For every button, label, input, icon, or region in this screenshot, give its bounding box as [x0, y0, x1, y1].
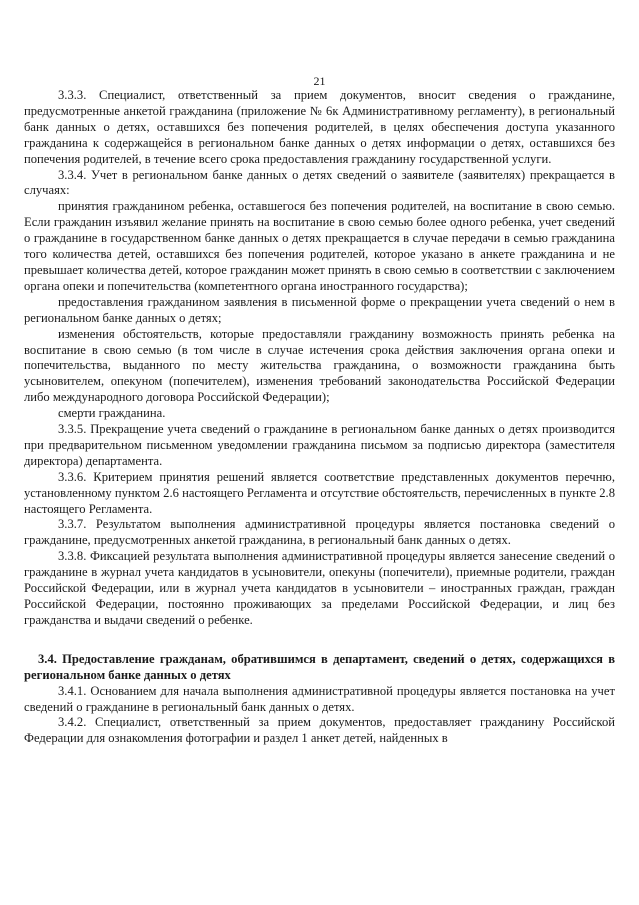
paragraph-3-4-2: 3.4.2. Специалист, ответственный за прием документов, предоставляет гражданину Российской Федерации для ознакомления фотографии и раздел 1 анкет детей, найденных в — [24, 715, 615, 746]
paragraph-case-death: смерти гражданина. — [58, 406, 166, 421]
paragraph-3-3-6: 3.3.6. Критерием принятия решений является соответствие представленных документов перечню, установленному пунктом 2.6 настоящего Регламента и отсутствие обстоятельств, перечисленных в пункте 2.8 настоящего Регламента. — [24, 469, 615, 516]
paragraph-case-application: предоставления гражданином заявления в письменной форме о прекращении учета сведений о нем в региональном банке данных о детях; — [24, 294, 615, 325]
paragraph-3-3-5: 3.3.5. Прекращение учета сведений о гражданине в региональном банке данных о детях производится при предварительном письменном уведомлении гражданина письмом за подписью директора (заместителя директора) департамента. — [24, 422, 615, 468]
paragraph-3-3-8: 3.3.8. Фиксацией результата выполнения административной процедуры является занесение сведений о гражданине в журнал учета кандидатов в усыновители, опекуны (попечители), приемные родители, граждан Российской Федерации, или в журнал учета кандидатов в усыновители – иностранных граждан, граждан Российской Федерации, постоянно проживающих за пределами Российской Федерации, и лиц без гражданства и выдачи сведений о ребенке. — [24, 549, 615, 627]
paragraph-case-adoption: принятия гражданином ребенка, оставшегося без попечения родителей, на воспитание в свою семью. Если гражданин изъявил желание принять на воспитание в свою семью более одного ребенка, учет сведений о гражданине в государственном банке данных о детях прекращается в случае передачи в семью гражданина того количества детей, оставшихся без попечения родителей, которое указано в анкете гражданина и не превышает количества детей, которое гражданин может принять в свою семью в соответствии с заключением органа опеки и попечительства (компетентного органа иностранного государства); — [24, 199, 615, 293]
paragraph-3-3-7: 3.3.7. Результатом выполнения административной процедуры является постановка сведений о гражданине, предусмотренных анкетой гражданина, в региональный банк данных о детях. — [24, 517, 615, 548]
page-number: 21 — [313, 74, 326, 88]
paragraph-3-4-1: 3.4.1. Основанием для начала выполнения административной процедуры является постановка на учет сведений о гражданине в региональный банк данных о детях. — [24, 683, 615, 714]
paragraph-3-3-3: 3.3.3. Специалист, ответственный за прием документов, вносит сведения о гражданине, предусмотренные анкетой гражданина (приложение № 6к Административному регламенту), в региональный банк данных о детях, оставшихся без попечения родителей, в целях обеспечения доступа указанного гражданина к содержащейся в региональном банке данных о детях информации о детях, оставшихся без попечения родителей, в течение всего срока предоставления гражданину государственной услуги. — [24, 88, 615, 166]
paragraph-case-circumstances: изменения обстоятельств, которые предоставляли гражданину возможность принять ребенка на воспитание в свою семью (в том числе в случае истечения срока действия заключения органа опеки и попечительства, выданного по месту жительства гражданина, о возможности гражданина быть усыновителем, опекуном (попечителем), изменения требований законодательства Российской Федерации либо международного договора Российской Федерации); — [24, 326, 615, 405]
document-body — [24, 72, 615, 747]
section-heading-3-4: 3.4. Предоставление гражданам, обратившимся в департамент, сведений о детях, содержащихся в региональном банке данных о детях — [24, 651, 615, 682]
paragraph-3-3-4: 3.3.4. Учет в региональном банке данных о детях сведений о заявителе (заявителях) прекращается в случаях: — [24, 167, 615, 198]
